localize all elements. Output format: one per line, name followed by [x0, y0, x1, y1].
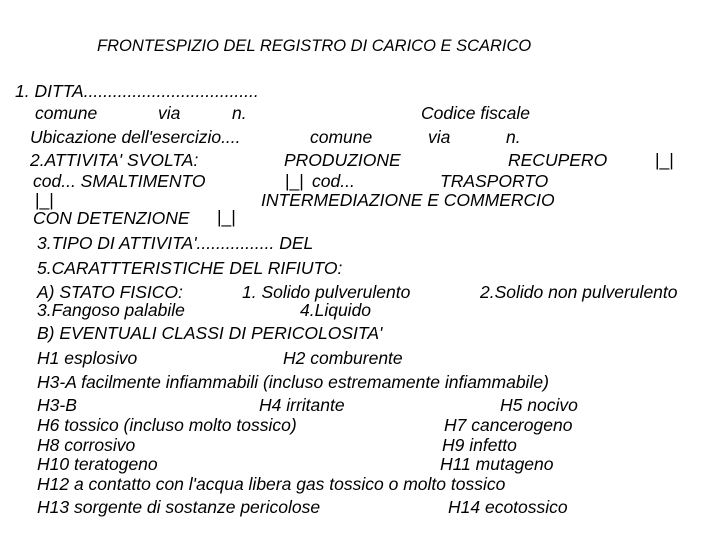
numero-label: n.: [232, 103, 247, 123]
hazard-h4: H4 irritante: [259, 395, 345, 415]
hazard-h7: H7 cancerogeno: [444, 415, 573, 435]
hazard-h3b: H3-B: [37, 395, 77, 415]
hazard-h6: H6 tossico (incluso molto tossico): [37, 415, 297, 435]
trasporto-option: TRASPORTO: [440, 171, 549, 191]
detenzione-checkbox: |_|: [217, 207, 236, 227]
trasporto-cod-label: cod...: [312, 171, 355, 191]
hazard-h12: H12 a contatto con l'acqua libera gas tossico o molto tossico: [37, 474, 506, 494]
solido-pulverulento-option: 1. Solido pulverulento: [242, 282, 411, 302]
detenzione-option: CON DETENZIONE: [33, 208, 190, 228]
solido-non-pulverulento-option: 2.Solido non pulverulento: [480, 282, 678, 302]
attivita-svolta-label: 2.ATTIVITA' SVOLTA:: [30, 150, 199, 170]
document-title: FRONTESPIZIO DEL REGISTRO DI CARICO E SCARICO: [97, 37, 532, 55]
hazard-h1: H1 esplosivo: [37, 348, 138, 368]
recupero-option: RECUPERO: [508, 150, 608, 170]
fangoso-option: 3.Fangoso palabile: [37, 300, 185, 320]
codice-fiscale-label: Codice fiscale: [421, 103, 530, 123]
ubicazione-via-label: via: [428, 127, 451, 147]
hazard-h9: H9 infetto: [442, 435, 517, 455]
tipo-attivita-field: 3.TIPO DI ATTIVITA'................ DEL: [37, 233, 314, 253]
ubicazione-numero-label: n.: [506, 127, 521, 147]
hazard-h14: H14 ecotossico: [448, 497, 568, 517]
hazard-h10: H10 teratogeno: [37, 454, 158, 474]
trasporto-checkbox: |_|: [35, 190, 54, 210]
comune-label: comune: [35, 103, 98, 123]
produzione-option: PRODUZIONE: [284, 150, 401, 170]
hazard-h11: H11 mutageno: [440, 454, 554, 474]
hazard-h3a: H3-A facilmente infiammabili (incluso estremamente infiammabile): [37, 372, 549, 392]
ubicazione-comune-label: comune: [310, 127, 373, 147]
hazard-h13: H13 sorgente di sostanze pericolose: [37, 497, 321, 517]
smaltimento-option: cod... SMALTIMENTO: [33, 171, 206, 191]
hazard-h5: H5 nocivo: [500, 395, 578, 415]
pericolosita-heading: B) EVENTUALI CLASSI DI PERICOLOSITA': [37, 323, 383, 343]
intermediazione-option: INTERMEDIAZIONE E COMMERCIO: [261, 190, 555, 210]
smaltimento-checkbox: |_|: [285, 171, 304, 191]
ubicazione-label: Ubicazione dell'esercizio....: [30, 127, 241, 147]
stato-fisico-label: A) STATO FISICO:: [37, 282, 183, 302]
ditta-field: 1. DITTA....................................: [15, 81, 259, 101]
recupero-checkbox: |_|: [655, 150, 674, 170]
hazard-h2: H2 comburente: [283, 348, 403, 368]
via-label: via: [158, 103, 181, 123]
liquido-option: 4.Liquido: [300, 300, 372, 320]
hazard-h8: H8 corrosivo: [37, 435, 136, 455]
caratteristiche-heading: 5.CARATTTERISTICHE DEL RIFIUTO:: [37, 258, 343, 278]
